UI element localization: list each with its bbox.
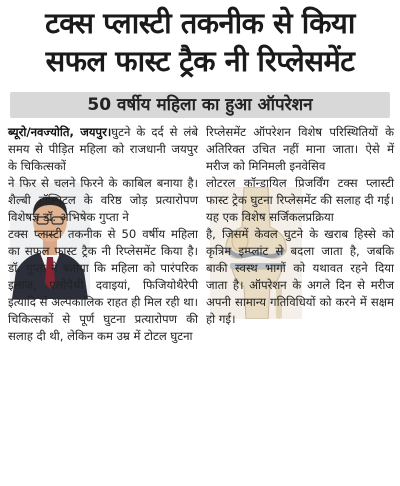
right-wrapped-text: लोटरल कॉन्डायिल प्रिजर्विंग टक्स प्लास्टी फास्ट ट्रेक घुटना रिप्लेसमेंट की सलाह दी गई। यह एक विशेष सर्जिकलप्रक्रिया [206,176,394,224]
left-wrapped-text: ने फिर से चलने फिरने के काबिल बनाया है। शैल्बी हॉस्पिटल के वरिष्ठ जोड़ प्रत्यारोपण विशेषज्ञ डॉ. अभिषेक गुप्ता ने [8,176,198,224]
left-intro-text: घुटने के दर्द से लंबे समय से पीड़ित महिला को राजधानी जयपुर के चिकित्सकों [8,125,198,173]
right-top-text: रिप्लेसमेंट ऑपरेशन विशेष परिस्थितियों के अतिरिक्त उचित नहीं माना जाता। ऐसे में मरीज को मिनिमली इनवेसिव [206,125,394,173]
headline [6,4,394,80]
left-intro-paragraph [8,124,198,175]
headline-line-2: सफल फास्ट ट्रैक नी रिप्लेसमेंट [45,44,355,78]
article-column-right [206,124,394,328]
headline-line-1: टक्स प्लास्टी तकनीक से किया [45,6,355,40]
article-column-left [8,124,198,345]
subheadline: 50 वर्षीय महिला का हुआ ऑपरेशन [10,92,390,118]
byline: ब्यूरो/नवज्योति, जयपुर। [8,125,112,139]
right-bottom-text: है, जिसमें केवल घुटने के खराब हिस्से को कृत्रिम इम्प्लांट से बदला जाता है, जबकि बाकी स्वस्थ भागों को यथावत रहने दिया जाता है। ऑपरेशन के अगले दिन से मरीज अपनी सामान्य गतिविधियों को करने में सक्षम हो गई। [206,227,394,326]
left-body-text: टक्स प्लास्टी तकनीक से 50 वर्षीय महिला का सफल फास्ट ट्रैक नी रिप्लेसमेंट किया है। डॉ. गुप्ता ने बताया कि महिला को पारंपरिक इलाज, एलोपैथी दवाइयां, फिजियोथैरेपी इत्यादि से अल्पकालिक राहत ही मिल रही था। चिकित्सकों से पूर्ण घुटना प्रत्यारोपण की सलाह दी थी, लेकिन कम उम्र में टोटल घुटना [8,227,198,343]
